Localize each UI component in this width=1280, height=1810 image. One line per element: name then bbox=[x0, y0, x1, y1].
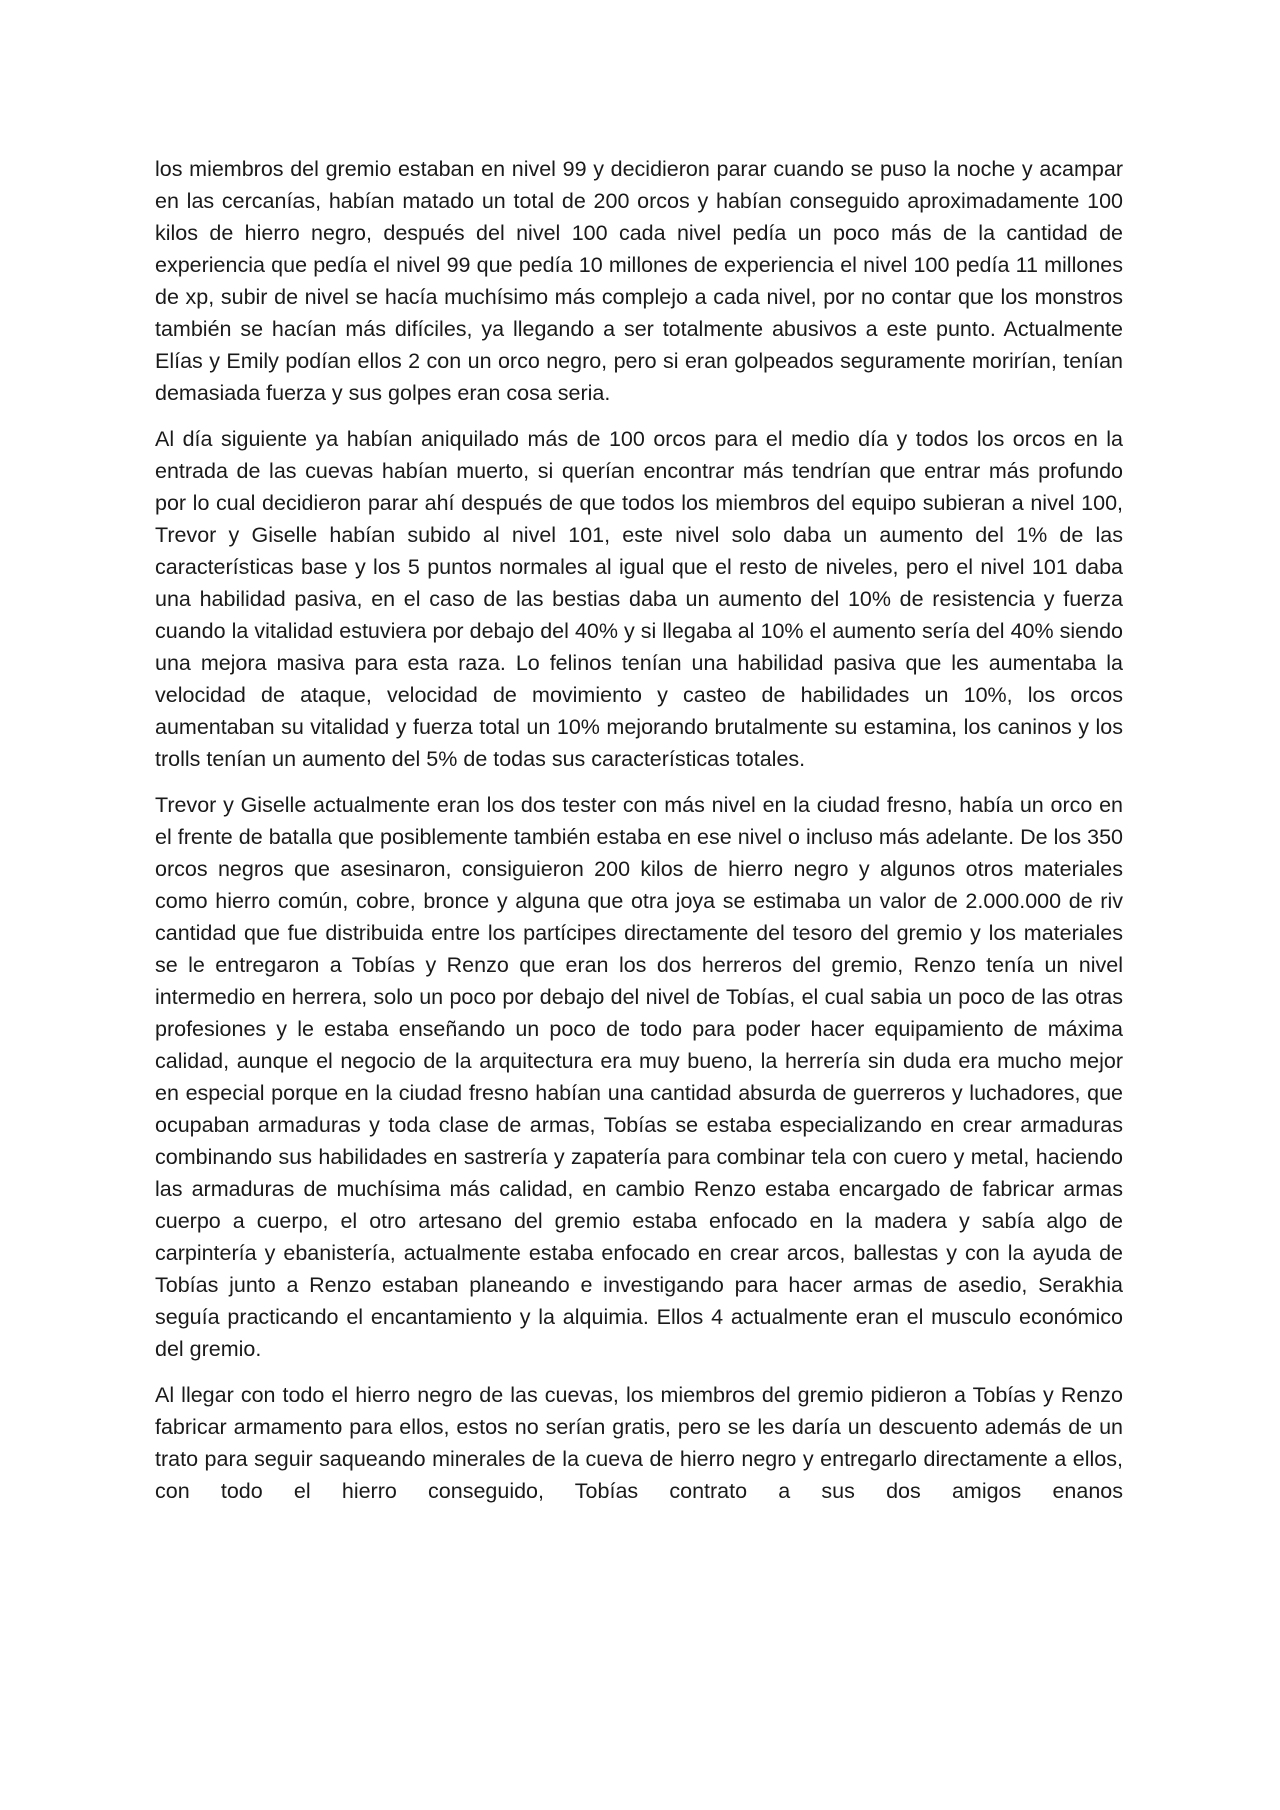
paragraph-1: los miembros del gremio estaban en nivel 99 y decidieron parar cuando se puso la noche y acampar en las cercanías, habían matado un total de 200 orcos y habían conseguido aproximadamente 100 kilos de hierro negro, después del nivel 100 cada nivel pedía un poco más de la cantidad de experiencia que pedía el nivel 99 que pedía 10 millones de experiencia el nivel 100 pedía 11 millones de xp, subir de nivel se hacía muchísimo más complejo a cada nivel, por no contar que los monstros también se hacían más difíciles, ya llegando a ser totalmente abusivos a este punto. Actualmente Elías y Emily podían ellos 2 con un orco negro, pero si eran golpeados seguramente morirían, tenían demasiada fuerza y sus golpes eran cosa seria. bbox=[155, 157, 1123, 405]
document-body bbox=[155, 153, 1123, 1521]
paragraph-4: Al llegar con todo el hierro negro de las cuevas, los miembros del gremio pidieron a Tobías y Renzo fabricar armamento para ellos, estos no serían gratis, pero se les daría un descuento además de un trato para seguir saqueando minerales de la cueva de hierro negro y entregarlo directamente a ellos, con todo el hierro conseguido, Tobías contrato a sus dos amigos enanos bbox=[155, 1383, 1123, 1503]
paragraph-3: Trevor y Giselle actualmente eran los dos tester con más nivel en la ciudad fresno, había un orco en el frente de batalla que posiblemente también estaba en ese nivel o incluso más adelante. De los 350 orcos negros que asesinaron, consiguieron 200 kilos de hierro negro y algunos otros materiales como hierro común, cobre, bronce y alguna que otra joya se estimaba un valor de 2.000.000 de riv cantidad que fue distribuida entre los partícipes directamente del tesoro del gremio y los materiales se le entregaron a Tobías y Renzo que eran los dos herreros del gremio, Renzo tenía un nivel intermedio en herrera, solo un poco por debajo del nivel de Tobías, el cual sabia un poco de las otras profesiones y le estaba enseñando un poco de todo para poder hacer equipamiento de máxima calidad, aunque el negocio de la arquitectura era muy bueno, la herrería sin duda era mucho mejor en especial porque en la ciudad fresno habían una cantidad absurda de guerreros y luchadores, que ocupaban armaduras y toda clase de armas, Tobías se estaba especializando en crear armaduras combinando sus habilidades en sastrería y zapatería para combinar tela con cuero y metal, haciendo las armaduras de muchísima más calidad, en cambio Renzo estaba encargado de fabricar armas cuerpo a cuerpo, el otro artesano del gremio estaba enfocado en la madera y sabía algo de carpintería y ebanistería, actualmente estaba enfocado en crear arcos, ballestas y con la ayuda de Tobías junto a Renzo estaban planeando e investigando para hacer armas de asedio, Serakhia seguía practicando el encantamiento y la alquimia. Ellos 4 actualmente eran el musculo económico del gremio. bbox=[155, 793, 1123, 1361]
paragraph-2: Al día siguiente ya habían aniquilado más de 100 orcos para el medio día y todos los orcos en la entrada de las cuevas habían muerto, si querían encontrar más tendrían que entrar más profundo por lo cual decidieron parar ahí después de que todos los miembros del equipo subieran a nivel 100, Trevor y Giselle habían subido al nivel 101, este nivel solo daba un aumento del 1% de las características base y los 5 puntos normales al igual que el resto de niveles, pero el nivel 101 daba una habilidad pasiva, en el caso de las bestias daba un aumento del 10% de resistencia y fuerza cuando la vitalidad estuviera por debajo del 40% y si llegaba al 10% el aumento sería del 40% siendo una mejora masiva para esta raza. Lo felinos tenían una habilidad pasiva que les aumentaba la velocidad de ataque, velocidad de movimiento y casteo de habilidades un 10%, los orcos aumentaban su vitalidad y fuerza total un 10% mejorando brutalmente su estamina, los caninos y los trolls tenían un aumento del 5% de todas sus características totales. bbox=[155, 427, 1123, 771]
